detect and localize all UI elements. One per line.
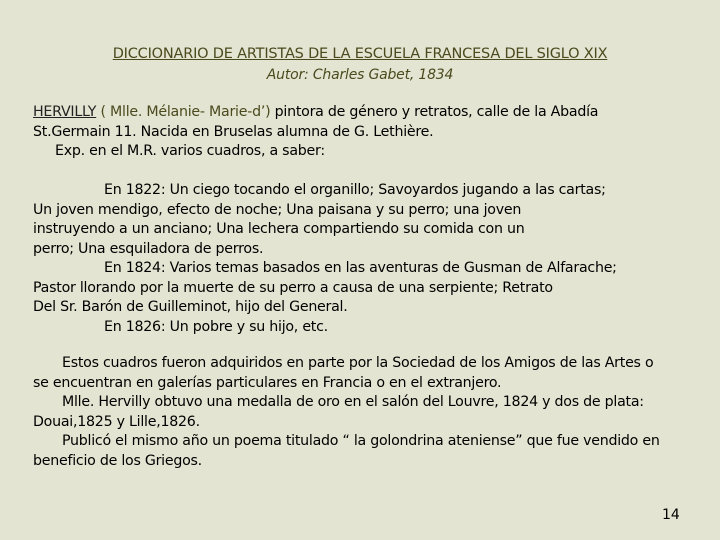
notes-line-6: beneficio de los Griegos. bbox=[33, 452, 202, 469]
artist-name: HERVILLY bbox=[33, 104, 97, 120]
works-paragraph bbox=[33, 181, 693, 337]
notes-line-4: Douai,1825 y Lille,1826. bbox=[33, 413, 200, 430]
year-1822: 1822 bbox=[125, 182, 161, 198]
notes-line-5: Publicó el mismo año un poema titulado “ la golondrina ateniense” que fue vendido en bbox=[62, 433, 660, 449]
entry-line-2: St.Germain 11. Nacida en Bruselas alumna de G. Lethière. bbox=[33, 123, 434, 140]
entry-line-3: Exp. en el M.R. varios cuadros, a saber: bbox=[55, 143, 325, 159]
notes-paragraph bbox=[33, 354, 693, 471]
notes-line-1: Estos cuadros fueron adquiridos en parte por la Sociedad de los Amigos de las Artes o bbox=[62, 355, 654, 371]
works-line-8-text: : Un pobre y su hijo, etc. bbox=[160, 318, 328, 335]
entry-line-1 bbox=[33, 103, 693, 123]
year-1824: 1824 bbox=[125, 260, 161, 276]
entry-line-1-text: pintora de género y retratos, calle de la Abadía bbox=[270, 104, 599, 120]
works-line-5-prefix: En bbox=[104, 260, 126, 276]
works-line-1-text: : Un ciego tocando el organillo; Savoyardos jugando a las cartas; bbox=[160, 182, 606, 198]
page-number: 14 bbox=[662, 507, 680, 523]
year-1826: 1826 bbox=[125, 318, 161, 335]
entry-paragraph bbox=[33, 103, 693, 162]
works-line-8 bbox=[33, 318, 693, 338]
works-line-7: Del Sr. Barón de Guilleminot, hijo del General. bbox=[33, 299, 348, 315]
works-line-5-text: : Varios temas basados en las aventuras de Gusman de Alfarache; bbox=[160, 260, 617, 276]
works-line-1 bbox=[33, 181, 693, 201]
notes-line-2: se encuentran en galerías particulares en Francia o en el extranjero. bbox=[33, 374, 502, 391]
works-line-8-prefix: En bbox=[104, 318, 126, 335]
works-line-5 bbox=[33, 259, 693, 279]
notes-line-3: Mlle. Hervilly obtuvo una medalla de oro en el salón del Louvre, 1824 y dos de plata: bbox=[62, 394, 644, 410]
works-line-1-prefix: En bbox=[104, 182, 126, 198]
works-line-2: Un joven mendigo, efecto de noche; Una paisana y su perro; una joven bbox=[33, 201, 522, 218]
works-line-4: perro; Una esquiladora de perros. bbox=[33, 240, 264, 257]
document-title: DICCIONARIO DE ARTISTAS DE LA ESCUELA FRANCESA DEL SIGLO XIX bbox=[112, 46, 608, 62]
works-line-6: Pastor llorando por la muerte de su perro a causa de una serpiente; Retrato bbox=[33, 279, 553, 296]
document-subtitle: Autor: Charles Gabet, 1834 bbox=[266, 67, 454, 83]
works-line-3: instruyendo a un anciano; Una lechera compartiendo su comida con un bbox=[33, 221, 525, 237]
artist-name-detail: ( Mlle. Mélanie- Marie-d’) bbox=[96, 104, 271, 120]
